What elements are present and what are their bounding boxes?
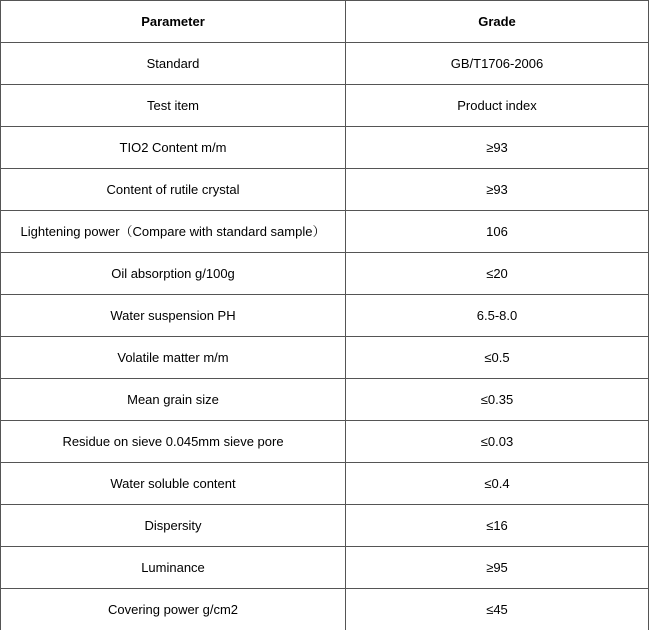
parameter-cell: Luminance <box>1 547 346 589</box>
table-row <box>1 127 649 169</box>
parameter-cell: Content of rutile crystal <box>1 169 346 211</box>
table-row <box>1 589 649 631</box>
grade-cell: ≥95 <box>346 547 649 589</box>
table-row <box>1 337 649 379</box>
table-row <box>1 253 649 295</box>
table-row <box>1 463 649 505</box>
grade-cell: ≤0.35 <box>346 379 649 421</box>
table-row <box>1 85 649 127</box>
parameter-cell: Test item <box>1 85 346 127</box>
grade-cell: 106 <box>346 211 649 253</box>
grade-cell: 6.5-8.0 <box>346 295 649 337</box>
table-row <box>1 295 649 337</box>
header-grade: Grade <box>346 1 649 43</box>
grade-cell: ≤0.4 <box>346 463 649 505</box>
grade-cell: ≤20 <box>346 253 649 295</box>
header-row <box>1 1 649 43</box>
table-row <box>1 421 649 463</box>
grade-cell: ≤0.03 <box>346 421 649 463</box>
parameter-cell: Oil absorption g/100g <box>1 253 346 295</box>
table-row <box>1 379 649 421</box>
parameter-cell: Standard <box>1 43 346 85</box>
parameter-cell: TIO2 Content m/m <box>1 127 346 169</box>
parameter-cell: Dispersity <box>1 505 346 547</box>
grade-cell: GB/T1706-2006 <box>346 43 649 85</box>
grade-cell: Product index <box>346 85 649 127</box>
grade-cell: ≤16 <box>346 505 649 547</box>
parameter-cell: Residue on sieve 0.045mm sieve pore <box>1 421 346 463</box>
parameter-cell: Water suspension PH <box>1 295 346 337</box>
grade-cell: ≥93 <box>346 169 649 211</box>
table-row <box>1 547 649 589</box>
parameter-cell: Lightening power（Compare with standard sample） <box>1 211 346 253</box>
table-row <box>1 43 649 85</box>
grade-cell: ≤45 <box>346 589 649 631</box>
table-row <box>1 505 649 547</box>
parameter-cell: Water soluble content <box>1 463 346 505</box>
header-parameter: Parameter <box>1 1 346 43</box>
parameter-cell: Mean grain size <box>1 379 346 421</box>
table-row <box>1 169 649 211</box>
parameter-cell: Volatile matter m/m <box>1 337 346 379</box>
grade-cell: ≥93 <box>346 127 649 169</box>
grade-cell: ≤0.5 <box>346 337 649 379</box>
parameter-cell: Covering power g/cm2 <box>1 589 346 631</box>
table-row <box>1 211 649 253</box>
